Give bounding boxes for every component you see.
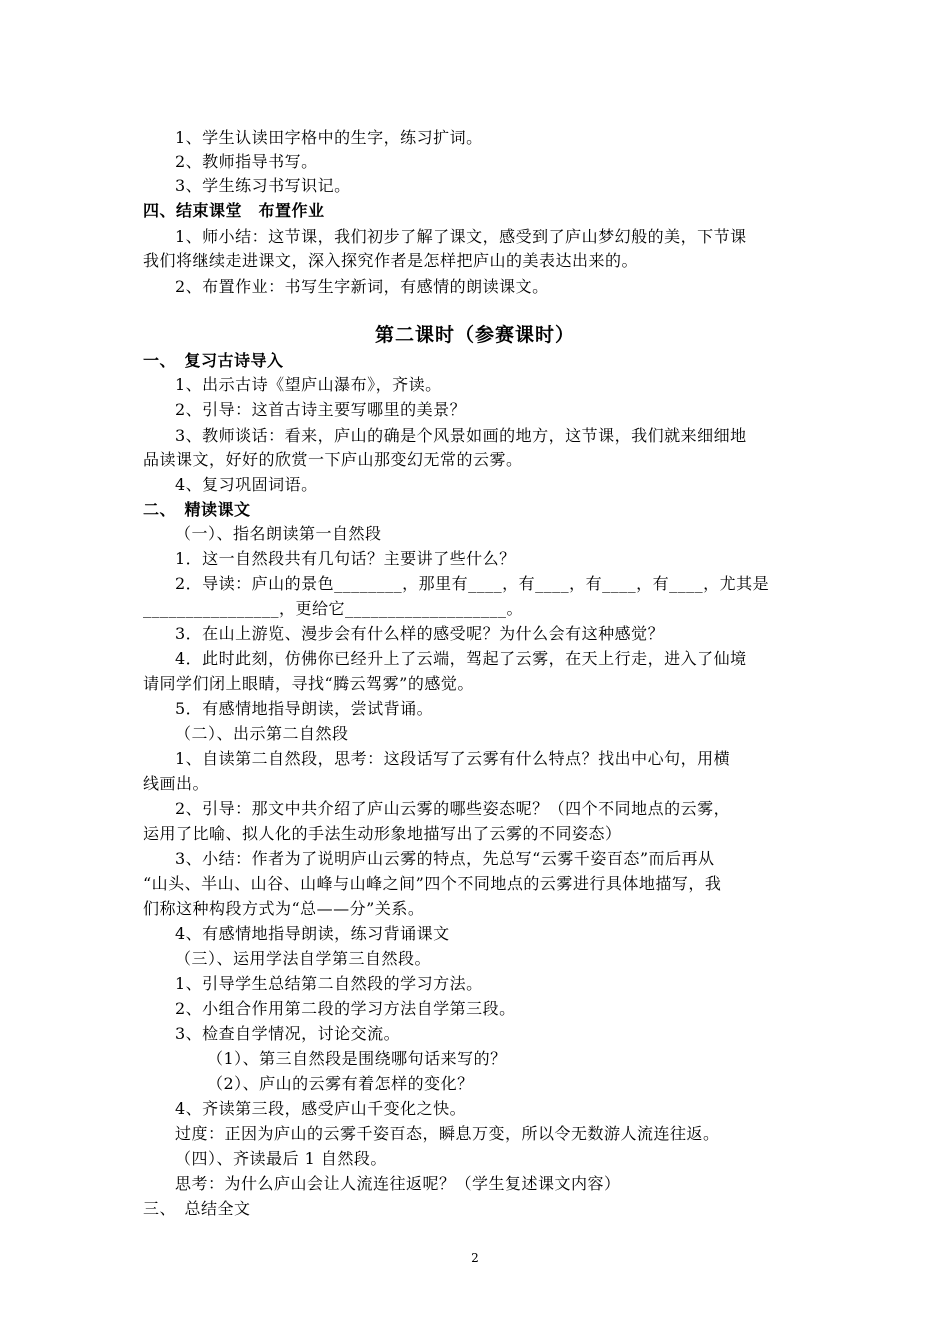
text-line: 3、教师谈话：看来，庐山的确是个风景如画的地方，这节课，我们就来细细地 xyxy=(175,426,747,445)
section-heading: 二、 精读课文 xyxy=(143,500,251,519)
text-line: 4、齐读第三段，感受庐山千变化之快。 xyxy=(175,1099,467,1118)
text-line: 1．这一自然段共有几句话？主要讲了些什么？ xyxy=(175,549,516,568)
section-heading: 一、 复习古诗导入 xyxy=(143,351,284,370)
text-line: 线画出。 xyxy=(143,774,210,793)
text-line: 3、学生练习书写识记。 xyxy=(175,176,351,195)
section-heading: 四、结束课堂 布置作业 xyxy=(143,201,325,220)
text-line: 1、引导学生总结第二自然段的学习方法。 xyxy=(175,974,483,993)
text-line: 4、有感情地指导朗读，练习背诵课文 xyxy=(175,924,450,943)
text-line: 4．此时此刻，仿佛你已经升上了云端，驾起了云雾，在天上行走，进入了仙境 xyxy=(175,649,747,668)
text-line: 请同学们闭上眼睛，寻找“腾云驾雾”的感觉。 xyxy=(143,674,474,693)
text-line: 思考：为什么庐山会让人流连往返呢？（学生复述课文内容） xyxy=(175,1174,621,1193)
text-line: 1、出示古诗《望庐山瀑布》，齐读。 xyxy=(175,375,442,394)
text-line: （一）、指名朗读第一自然段 xyxy=(175,524,382,543)
text-line: 品读课文，好好的欣赏一下庐山那变幻无常的云雾。 xyxy=(143,450,523,469)
text-line: 我们将继续走进课文，深入探究作者是怎样把庐山的美表达出来的。 xyxy=(143,251,639,270)
text-line: 2、引导：那文中共介绍了庐山云雾的哪些姿态呢？（四个不同地点的云雾， xyxy=(175,799,731,818)
text-line: ________________，更给它___________________。 xyxy=(143,599,524,618)
text-line: 2、教师指导书写。 xyxy=(175,152,318,171)
text-line: 1、学生认读田字格中的生字，练习扩词。 xyxy=(175,128,483,147)
text-line: 2、引导：这首古诗主要写哪里的美景？ xyxy=(175,400,467,419)
text-line: （四）、齐读最后 1 自然段。 xyxy=(175,1149,387,1168)
text-line: （1）、第三自然段是围绕哪句话来写的？ xyxy=(207,1049,507,1068)
text-line: 2、布置作业：书写生字新词，有感情的朗读课文。 xyxy=(175,277,549,296)
text-line: 2、小组合作用第二段的学习方法自学第三段。 xyxy=(175,999,516,1018)
text-line: 过度：正因为庐山的云雾千姿百态，瞬息万变，所以令无数游人流连往返。 xyxy=(175,1124,720,1143)
text-line: 3、小结：作者为了说明庐山云雾的特点，先总写“云雾千姿百态”而后再从 xyxy=(175,849,715,868)
text-line: 1、师小结：这节课，我们初步了解了课文，感受到了庐山梦幻般的美，下节课 xyxy=(175,227,747,246)
page-number: 2 xyxy=(471,1251,479,1265)
text-line: 运用了比喻、拟人化的手法生动形象地描写出了云雾的不同姿态） xyxy=(143,824,622,843)
text-line: 2．导读：庐山的景色________，那里有____，有____，有____，有____，尤其是 xyxy=(175,574,770,593)
text-line: 4、复习巩固词语。 xyxy=(175,475,318,494)
text-line: 们称这种构段方式为“总——分”关系。 xyxy=(143,899,425,918)
text-line: 3、检查自学情况，讨论交流。 xyxy=(175,1024,401,1043)
text-line: 3．在山上游览、漫步会有什么样的感受呢？为什么会有这种感觉？ xyxy=(175,624,665,643)
text-line: （三）、运用学法自学第三自然段。 xyxy=(175,949,432,968)
text-line: 1、自读第二自然段，思考：这段话写了云雾有什么特点？找出中心句，用横 xyxy=(175,749,731,768)
text-line: （二）、出示第二自然段 xyxy=(175,724,349,743)
text-line: （2）、庐山的云雾有着怎样的变化？ xyxy=(207,1074,474,1093)
lesson-title: 第二课时（参赛课时） xyxy=(374,324,575,346)
text-line: “山头、半山、山谷、山峰与山峰之间”四个不同地点的云雾进行具体地描写，我 xyxy=(143,874,722,893)
section-heading: 三、 总结全文 xyxy=(143,1199,251,1218)
text-line: 5．有感情地指导朗读，尝试背诵。 xyxy=(175,699,434,718)
